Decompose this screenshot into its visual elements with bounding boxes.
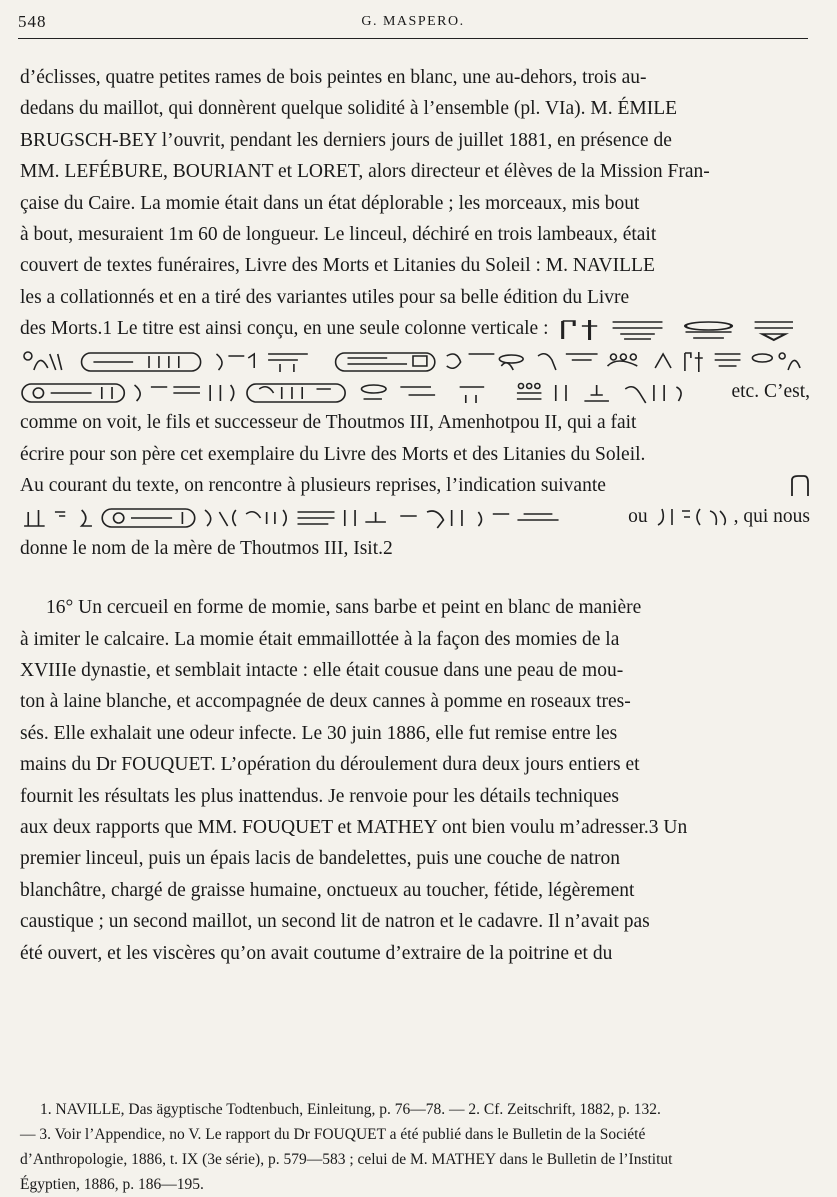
page-number: 548: [18, 12, 47, 31]
running-title: G. MASPERO.: [361, 14, 465, 29]
hieroglyph-inscription: [788, 474, 810, 498]
footnote-line: d’Anthropologie, 1886, t. IX (3e série), p. 579—583 ; celui de M. MATHEY dans le Bulletin de l’Institut: [20, 1151, 673, 1168]
text-line: ton à laine blanche, et accompagnée de deux cannes à pomme en roseaux tres-: [20, 691, 631, 713]
hieroglyph-inscription: [555, 318, 805, 342]
footnotes: [20, 1097, 810, 1197]
hieroglyph-line: [20, 345, 810, 376]
text-line: à imiter le calcaire. La momie était emmaillottée à la façon des momies de la: [20, 628, 620, 650]
text-line: aux deux rapports que MM. FOUQUET et MATHEY ont bien voulu m’adresser.3 Un: [20, 816, 688, 838]
hieroglyph-inscription: [20, 506, 616, 530]
hieroglyph-line: [20, 501, 810, 532]
main-text: [20, 62, 810, 969]
text-segment: etc. C’est,: [731, 380, 810, 402]
text-segment: Au courant du texte, on rencontre à plusieurs reprises, l’indication suivante: [20, 475, 606, 497]
text-segment: des Morts.1 Le titre est ainsi conçu, en une seule colonne verticale :: [20, 318, 549, 340]
text-line: XVIIIe dynastie, et semblait intacte : elle était cousue dans une peau de mou-: [20, 660, 624, 682]
text-line: çaise du Caire. La momie était dans un état déplorable ; les morceaux, mis bout: [20, 192, 640, 214]
text-line-with-hieroglyphs: [20, 470, 810, 501]
footnote-line: Égyptien, 1886, p. 186—195.: [20, 1176, 204, 1193]
text-line: donne le nom de la mère de Thoutmos III, Isit.2: [20, 537, 393, 559]
text-line: blanchâtre, chargé de graisse humaine, onctueux au toucher, fétide, légèrement: [20, 879, 635, 901]
text-segment: ou: [628, 506, 648, 528]
hieroglyph-inscription: [654, 505, 734, 529]
text-line: mains du Dr FOUQUET. L’opération du déroulement dura deux jours entiers et: [20, 754, 640, 776]
text-line: sés. Elle exhalait une odeur infecte. Le 30 juin 1886, elle fut remise entre les: [20, 722, 618, 744]
text-line: à bout, mesuraient 1m 60 de longueur. Le linceul, déchiré en trois lambeaux, était: [20, 223, 657, 245]
text-line: premier linceul, puis un épais lacis de bandelettes, puis une couche de natron: [20, 848, 620, 870]
text-line: MM. LEFÉBURE, BOURIANT et LORET, alors directeur et élèves de la Mission Fran-: [20, 161, 710, 183]
text-line: été ouvert, et les viscères qu’on avait coutume d’extraire de la poitrine et du: [20, 942, 613, 964]
page-header: [18, 6, 808, 39]
text-line-with-hieroglyphs: [20, 313, 810, 344]
text-line: fournit les résultats les plus inattendus. Je renvoie pour les détails techniques: [20, 785, 619, 807]
text-line: 16° Un cercueil en forme de momie, sans barbe et peint en blanc de manière: [46, 597, 642, 619]
text-line: BRUGSCH-BEY l’ouvrit, pendant les derniers jours de juillet 1881, en présence de: [20, 129, 672, 151]
text-segment: , qui nous: [733, 506, 810, 528]
text-line: les a collationnés et en a tiré des variantes utiles pour sa belle édition du Livre: [20, 286, 630, 308]
hieroglyph-line: [20, 376, 810, 407]
text-line: écrire pour son père cet exemplaire du Livre des Morts et des Litanies du Soleil.: [20, 443, 646, 465]
text-line: dedans du maillot, qui donnèrent quelque solidité à l’ensemble (pl. VIa). M. ÉMILE: [20, 98, 678, 120]
hieroglyph-inscription: [20, 381, 725, 405]
text-line: comme on voit, le fils et successeur de Thoutmos III, Amenhotpou II, qui a fait: [20, 412, 637, 434]
footnote-line: 1. NAVILLE, Das ägyptische Todtenbuch, Einleitung, p. 76—78. — 2. Cf. Zeitschrift, 1882, p. 132.: [40, 1101, 661, 1118]
footnote-line: — 3. Voir l’Appendice, no V. Le rapport du Dr FOUQUET a été publié dans le Bulletin de la Société: [20, 1126, 646, 1143]
text-line: couvert de textes funéraires, Livre des Morts et Litanies du Soleil : M. NAVILLE: [20, 255, 655, 277]
text-line: d’éclisses, quatre petites rames de bois peintes en blanc, une au-dehors, trois au-: [20, 67, 647, 88]
hieroglyph-inscription: [20, 350, 804, 374]
text-line: caustique ; un second maillot, un second lit de natron et le cadavre. Il n’avait pas: [20, 911, 650, 933]
